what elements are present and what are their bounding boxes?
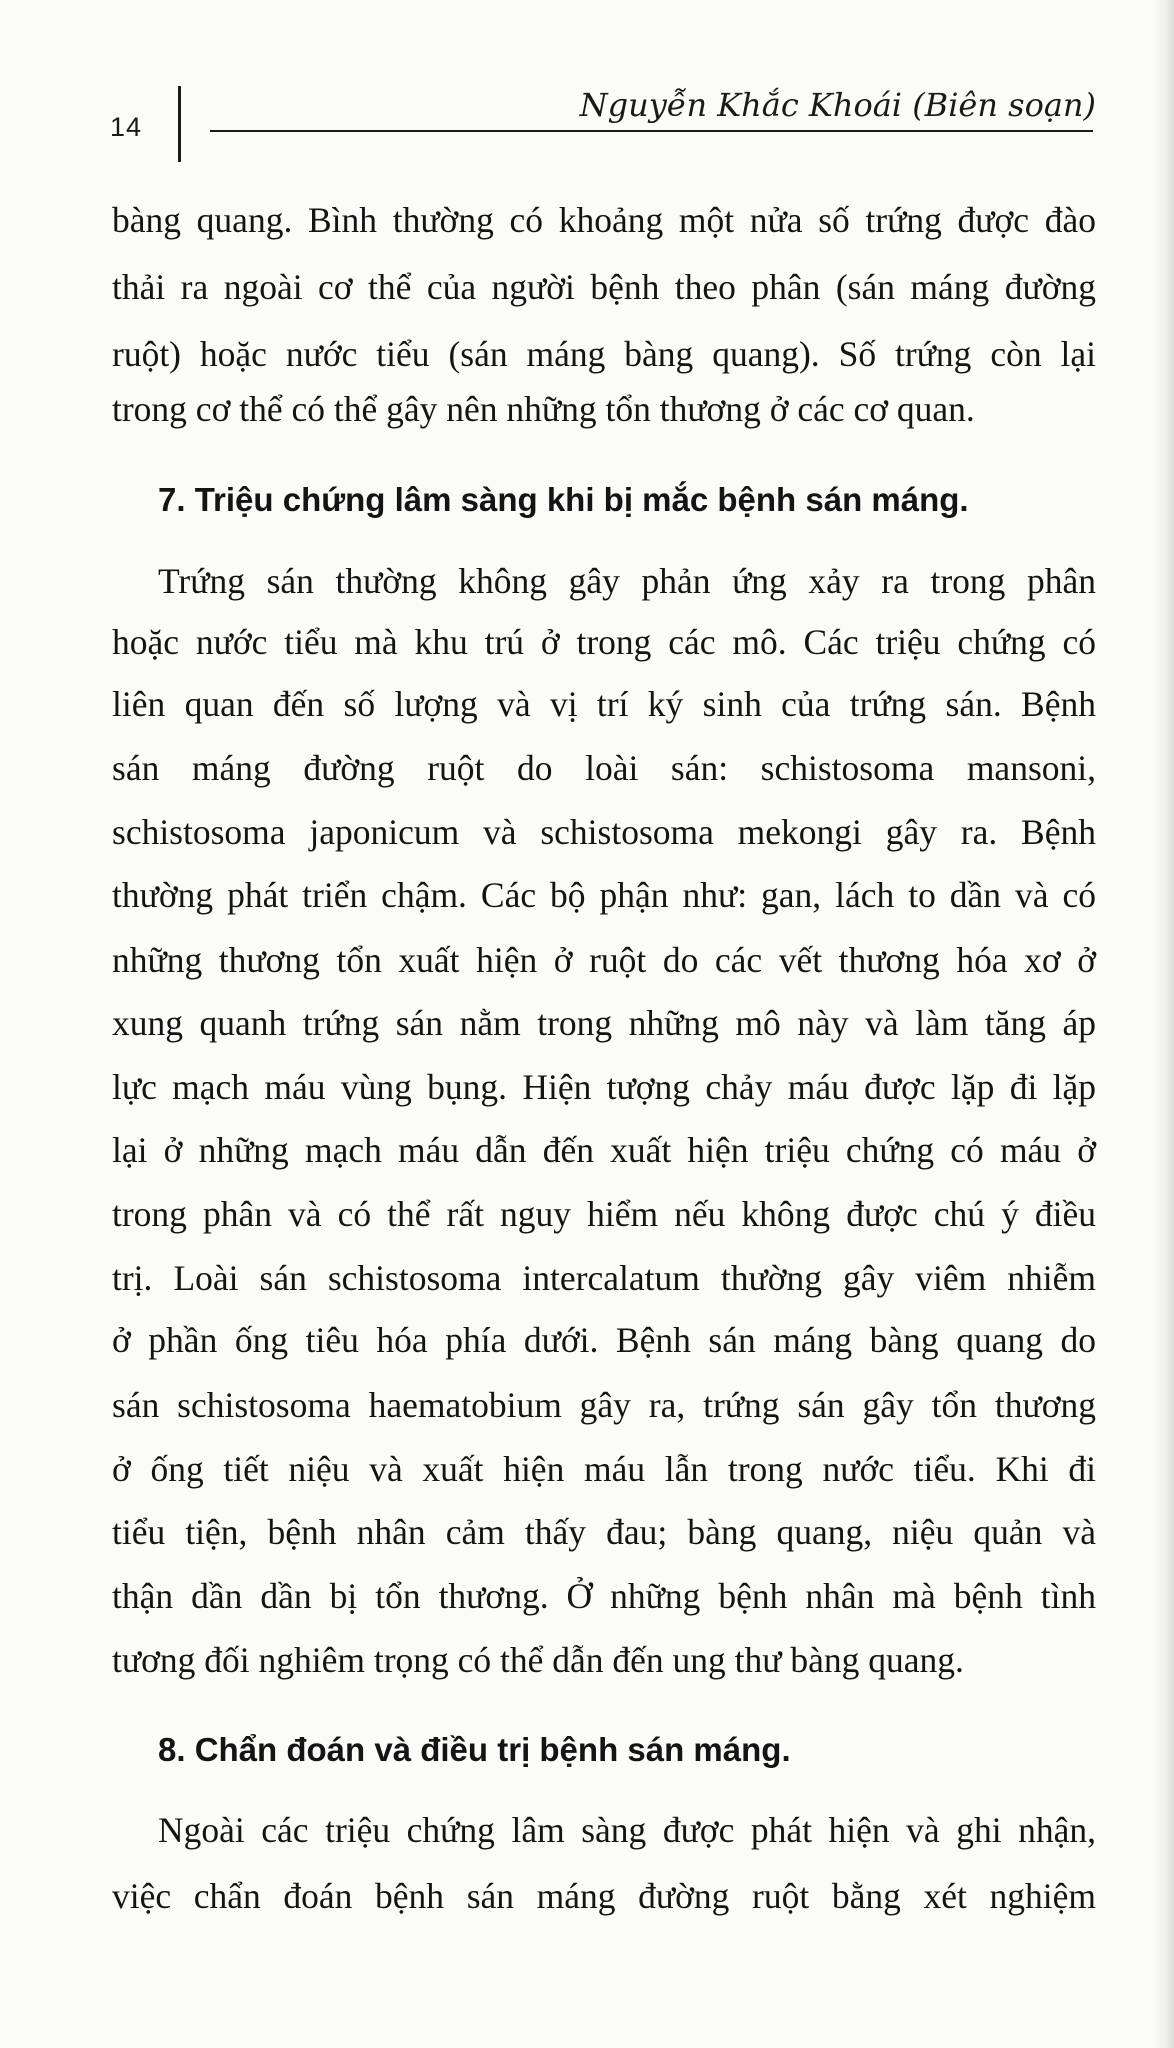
paragraph-2-line: trong phân và có thể rất nguy hiểm nếu không được chú ý điều	[112, 1194, 1096, 1234]
paragraph-2-line: sán máng đường ruột do loài sán: schistosoma mansoni,	[112, 748, 1096, 788]
paragraph-2-line: ở phần ống tiêu hóa phía dưới. Bệnh sán máng bàng quang do	[112, 1320, 1096, 1360]
paragraph-2-line: thường phát triển chậm. Các bộ phận như: gan, lách to dần và có	[112, 875, 1096, 915]
running-head: Nguyễn Khắc Khoái (Biên soạn)	[579, 86, 1096, 124]
paragraph-2-line: liên quan đến số lượng và vị trí ký sinh của trứng sán. Bệnh	[112, 684, 1096, 724]
paragraph-2-line: xung quanh trứng sán nằm trong những mô này và làm tăng áp	[112, 1003, 1096, 1043]
paragraph-2-line: sán schistosoma haematobium gây ra, trứng sán gây tổn thương	[112, 1385, 1096, 1425]
section-heading-7: 7. Triệu chứng lâm sàng khi bị mắc bệnh sán máng.	[158, 481, 969, 518]
paragraph-2-line: trị. Loài sán schistosoma intercalatum thường gây viêm nhiễm	[112, 1258, 1096, 1298]
paragraph-2-line: thận dần dần bị tổn thương. Ở những bệnh nhân mà bệnh tình	[112, 1576, 1096, 1616]
paragraph-1-line: bàng quang. Bình thường có khoảng một nửa số trứng được đào	[112, 200, 1096, 240]
paragraph-2-line: schistosoma japonicum và schistosoma mekongi gây ra. Bệnh	[112, 812, 1096, 852]
paragraph-2-line: tiểu tiện, bệnh nhân cảm thấy đau; bàng quang, niệu quản và	[112, 1512, 1096, 1552]
paragraph-1-line: thải ra ngoài cơ thể của người bệnh theo phân (sán máng đường	[112, 267, 1096, 307]
paragraph-2-line: hoặc nước tiểu mà khu trú ở trong các mô. Các triệu chứng có	[112, 622, 1096, 662]
paragraph-1-line: ruột) hoặc nước tiểu (sán máng bàng quang). Số trứng còn lại	[112, 334, 1096, 374]
section-heading-8: 8. Chẩn đoán và điều trị bệnh sán máng.	[158, 1731, 791, 1768]
page-number: 14	[110, 112, 143, 142]
paragraph-2-line: ở ống tiết niệu và xuất hiện máu lẫn trong nước tiểu. Khi đi	[112, 1449, 1096, 1489]
paragraph-2-line: lại ở những mạch máu dẫn đến xuất hiện triệu chứng có máu ở	[112, 1130, 1096, 1170]
paragraph-1-line: trong cơ thể có thể gây nên những tổn thương ở các cơ quan.	[112, 389, 975, 429]
paragraph-2-line: tương đối nghiêm trọng có thể dẫn đến ung thư bàng quang.	[112, 1640, 964, 1680]
paragraph-2-line: lực mạch máu vùng bụng. Hiện tượng chảy máu được lặp đi lặp	[112, 1067, 1096, 1107]
page-edge-shadow	[1152, 0, 1174, 2048]
paragraph-3-line: việc chẩn đoán bệnh sán máng đường ruột bằng xét nghiệm	[112, 1876, 1096, 1916]
paragraph-2-line: Trứng sán thường không gây phản ứng xảy ra trong phân	[158, 561, 1096, 601]
header-horizontal-rule	[210, 130, 1093, 132]
paragraph-3-line: Ngoài các triệu chứng lâm sàng được phát hiện và ghi nhận,	[158, 1810, 1096, 1850]
paragraph-2-line: những thương tổn xuất hiện ở ruột do các vết thương hóa xơ ở	[112, 940, 1096, 980]
header-vertical-rule	[178, 86, 181, 162]
